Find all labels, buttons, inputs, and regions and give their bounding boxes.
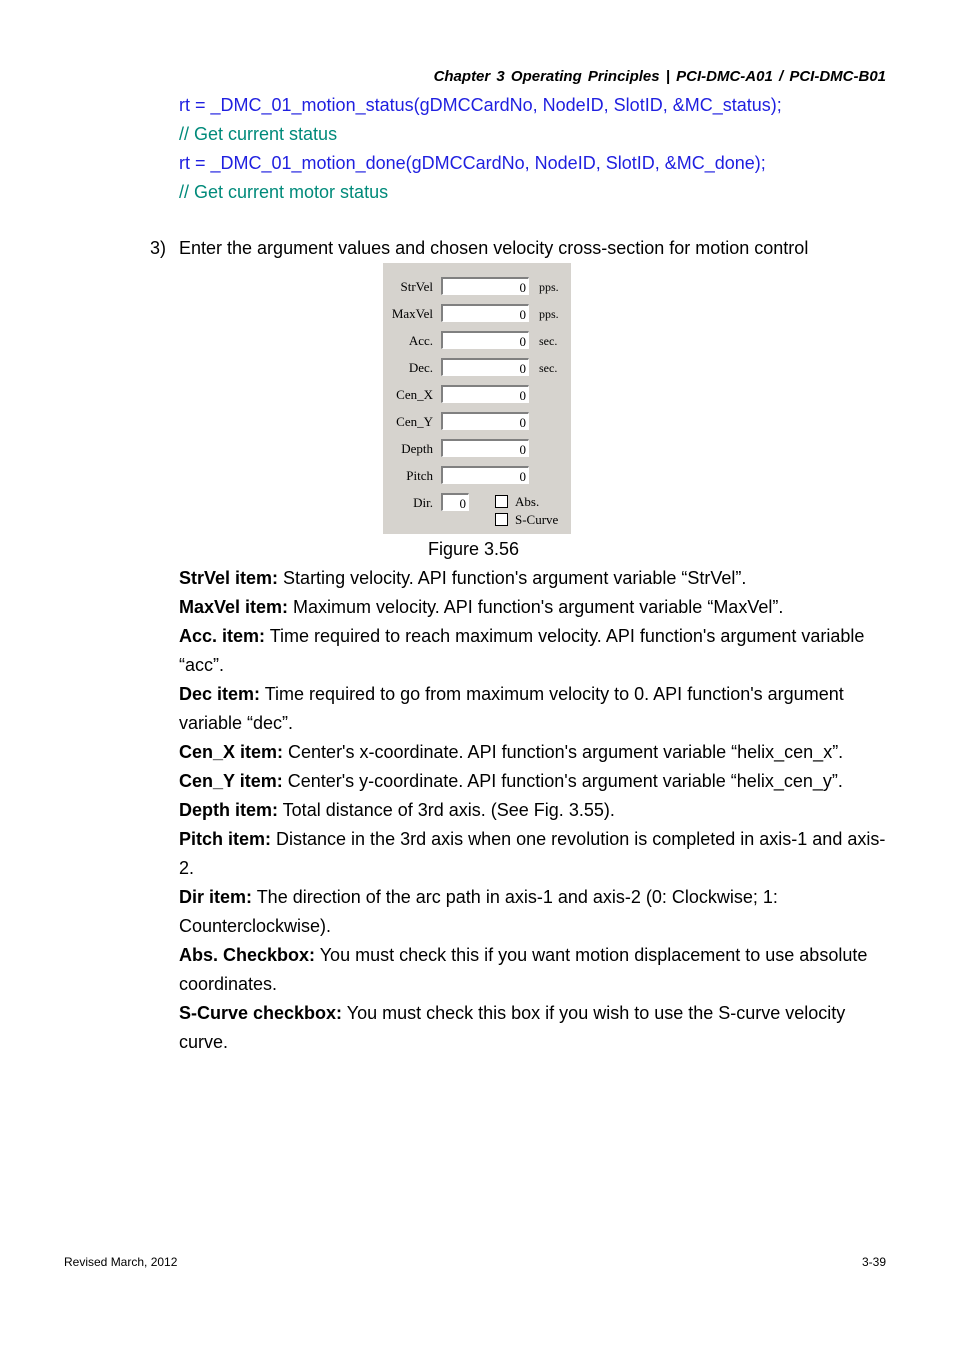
item-term: StrVel item: — [179, 568, 279, 588]
item-text: The direction of the arc path in axis-1 and axis-2 (0: Clockwise; 1: Counterclockwise). — [179, 887, 778, 936]
acc-input[interactable]: 0 — [441, 331, 529, 349]
abs-checkbox-label: Abs. — [515, 494, 540, 509]
strvel-input[interactable]: 0 — [441, 277, 529, 295]
item-text: Center's x-coordinate. API function's argument variable “helix_cen_x”. — [283, 742, 844, 762]
comment-line-status: // Get current status — [179, 124, 338, 144]
depth-input[interactable]: 0 — [441, 439, 529, 457]
footer-page-number: 3-39 — [861, 1255, 886, 1269]
code-line-motion-status: rt = _DMC_01_motion_status(gDMCCardNo, NodeID, SlotID, &MC_status); — [179, 95, 782, 115]
item-maxvel — [179, 593, 894, 622]
field-label: Acc. — [408, 333, 433, 348]
item-text: Total distance of 3rd axis. (See Fig. 3.55). — [278, 800, 615, 820]
item-acc — [179, 622, 894, 680]
field-row-dec — [383, 358, 571, 380]
item-term: Acc. item: — [179, 626, 266, 646]
s-curve-checkbox-label: S-Curve — [515, 512, 559, 527]
field-row-pitch — [383, 466, 571, 488]
pitch-input[interactable]: 0 — [441, 466, 529, 484]
item-text: You must check this if you want motion displacement to use absolute coordinates. — [179, 945, 868, 994]
item-s-curve — [179, 999, 894, 1057]
field-row-cen-x — [383, 385, 571, 407]
item-term: S-Curve checkbox: — [179, 1003, 343, 1023]
item-descriptions — [179, 564, 894, 1057]
field-label: Dir. — [413, 495, 433, 510]
dir-input[interactable]: 0 — [441, 493, 469, 511]
cen-x-input[interactable]: 0 — [441, 385, 529, 403]
field-label: Depth — [401, 441, 433, 456]
item-dec — [179, 680, 894, 738]
field-label: Pitch — [406, 468, 433, 483]
running-header: Chapter 3 Operating Principles | PCI-DMC-A01 / PCI-DMC-B01 — [433, 68, 886, 85]
item-text: You must check this box if you wish to use the S-curve velocity curve. — [179, 1003, 846, 1052]
field-row-depth — [383, 439, 571, 461]
field-unit: pps. — [539, 280, 559, 294]
item-text: Center's y-coordinate. API function's argument variable “helix_cen_y”. — [282, 771, 843, 791]
field-label: MaxVel — [391, 306, 433, 321]
item-term: Dir item: — [179, 887, 253, 907]
item-strvel — [179, 564, 894, 593]
field-label: StrVel — [400, 279, 433, 294]
footer-revision: Revised March, 2012 — [64, 1255, 178, 1269]
maxvel-input[interactable]: 0 — [441, 304, 529, 322]
code-line-motion-done: rt = _DMC_01_motion_done(gDMCCardNo, NodeID, SlotID, &MC_done); — [179, 153, 766, 173]
item-text: Maximum velocity. API function's argument variable “MaxVel”. — [288, 597, 784, 617]
comment-line-motor-status: // Get current motor status — [179, 182, 389, 202]
item-term: Cen_X item: — [179, 742, 284, 762]
item-cen-x — [179, 738, 894, 767]
field-label: Cen_X — [396, 387, 433, 402]
field-row-cen-y — [383, 412, 571, 434]
field-row-maxvel — [383, 304, 571, 326]
item-text: Time required to reach maximum velocity. API function's argument variable “acc”. — [179, 626, 865, 675]
item-depth — [179, 796, 894, 825]
s-curve-checkbox[interactable] — [495, 512, 655, 528]
cen-y-input[interactable]: 0 — [441, 412, 529, 430]
item-term: Pitch item: — [179, 829, 272, 849]
field-unit: sec. — [539, 334, 558, 348]
item-term: Dec item: — [179, 684, 261, 704]
item-pitch — [179, 825, 894, 883]
field-row-acc — [383, 331, 571, 353]
motion-parameter-panel — [383, 263, 571, 534]
item-term: Depth item: — [179, 800, 278, 820]
step-text: Enter the argument values and chosen velocity cross-section for motion control — [179, 238, 809, 258]
checkbox-square[interactable] — [495, 495, 508, 508]
checkbox-square[interactable] — [495, 513, 508, 526]
item-text: Starting velocity. API function's argument variable “StrVel”. — [278, 568, 747, 588]
item-term: Abs. Checkbox: — [179, 945, 316, 965]
field-unit: sec. — [539, 361, 558, 375]
figure-caption: Figure 3.56 — [428, 539, 520, 559]
field-label: Dec. — [408, 360, 433, 375]
item-text: Distance in the 3rd axis when one revolution is completed in axis-1 and axis-2. — [179, 829, 886, 878]
item-term: Cen_Y item: — [179, 771, 283, 791]
item-text: Time required to go from maximum velocity to 0. API function's argument variable “dec”. — [179, 684, 844, 733]
item-cen-y — [179, 767, 894, 796]
item-dir — [179, 883, 894, 941]
item-term: MaxVel item: — [179, 597, 289, 617]
step-number: 3) — [150, 238, 167, 258]
field-label: Cen_Y — [396, 414, 433, 429]
field-unit: pps. — [539, 307, 559, 321]
dec-input[interactable]: 0 — [441, 358, 529, 376]
item-abs — [179, 941, 894, 999]
field-row-strvel — [383, 277, 571, 299]
step-3 — [150, 238, 808, 259]
abs-checkbox[interactable] — [495, 494, 655, 510]
